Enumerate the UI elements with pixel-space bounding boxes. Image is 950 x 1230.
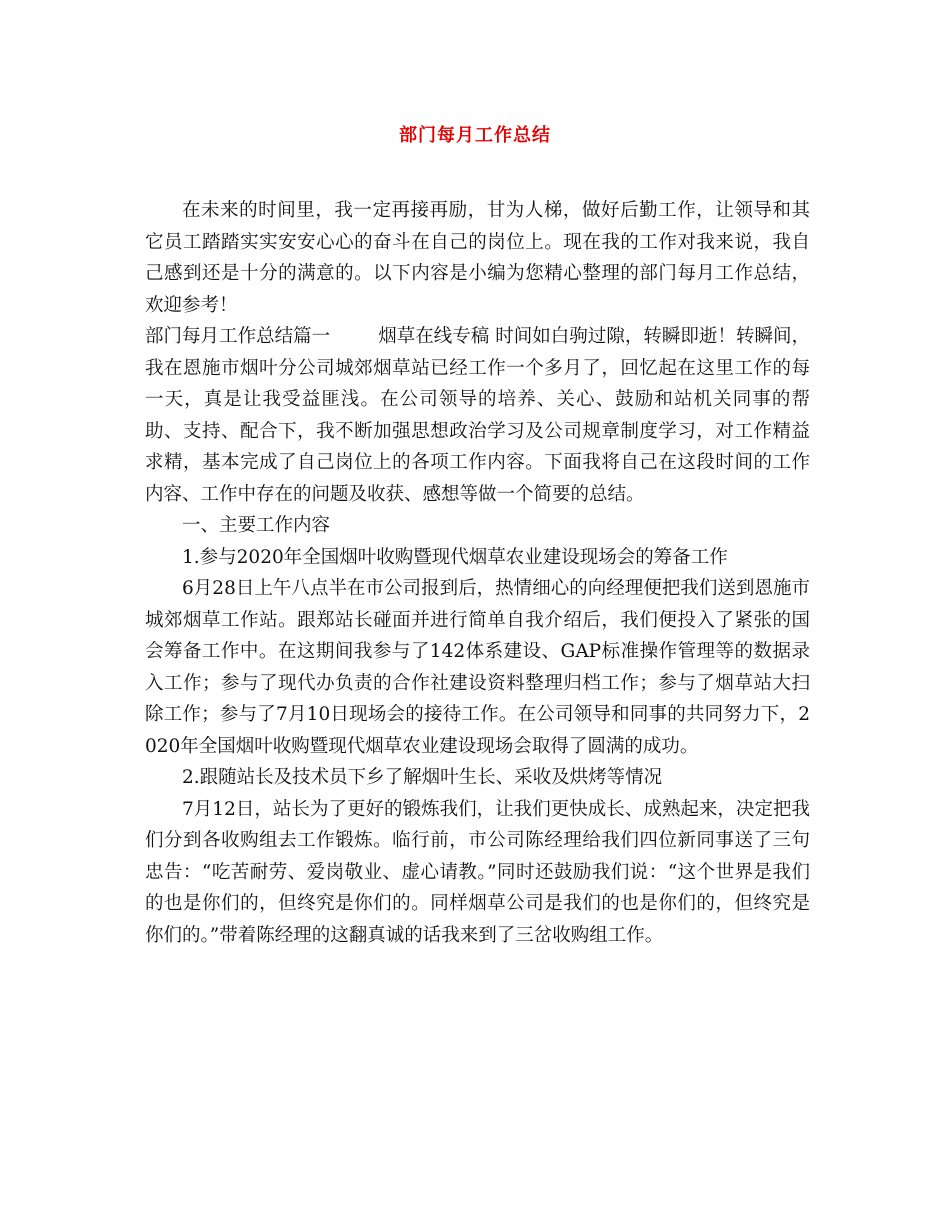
item-1-paragraph: 6月28日上午八点半在市公司报到后，热情细心的向经理便把我们送到恩施市城郊烟草工作站。跟郑站长碰面并进行简单自我介绍后，我们便投入了紧张的国会筹备工作中。在这期间我参与了142体系建设、GAP标准操作管理等的数据录入工作；参与了现代办负责的合作社建设资料整理归档工作；参与了烟草站大扫除工作；参与了7月10日现场会的接待工作。在公司领导和同事的共同努力下，2020年全国烟叶收购暨现代烟草农业建设现场会取得了圆满的成功。	[145, 578, 810, 757]
item-1-heading: 1.参与2020年全国烟叶收购暨现代烟草农业建设现场会的筹备工作	[182, 546, 728, 568]
document-body	[145, 195, 810, 951]
chapter-paragraph	[145, 321, 810, 510]
document-title: 部门每月工作总结	[399, 125, 551, 146]
item-2-heading: 2.跟随站长及技术员下乡了解烟叶生长、采收及烘烤等情况	[182, 767, 663, 788]
section-1-heading: 一、主要工作内容	[182, 515, 331, 536]
intro-paragraph: 在未来的时间里，我一定再接再励，甘为人梯，做好后勤工作，让领导和其它员工踏踏实实安安心心的奋斗在自己的岗位上。现在我的工作对我来说，我自己感到还是十分的满意的。以下内容是小编为您精心整理的部门每月工作总结，欢迎参考！	[145, 200, 810, 316]
item-2-paragraph: 7月12日，站长为了更好的锻炼我们，让我们更快成长、成熟起来，决定把我们分到各收购组去工作锻炼。临行前，市公司陈经理给我们四位新同事送了三句忠告：“吃苦耐劳、爱岗敬业、虚心请教。”同时还鼓励我们说：“这个世界是我们的也是你们的，但终究是你们的。同样烟草公司是我们的也是你们的，但终究是你们的。”带着陈经理的这翻真诚的话我来到了三岔收购组工作。	[145, 798, 810, 946]
chapter-text: 烟草在线专稿 时间如白驹过隙，转瞬即逝！转瞬间，我在恩施市烟叶分公司城郊烟草站已经工作一个多月了，回忆起在这里工作的每一天，真是让我受益匪浅。在公司领导的培养、关心、鼓励和站机关同事的帮助、支持、配合下，我不断加强思想政治学习及公司规章制度学习，对工作精益求精，基本完成了自己岗位上的各项工作内容。下面我将自己在这段时间的工作内容、工作中存在的问题及收获、感想等做一个简要的总结。	[145, 326, 810, 505]
chapter-heading: 部门每月工作总结篇一	[145, 326, 331, 347]
